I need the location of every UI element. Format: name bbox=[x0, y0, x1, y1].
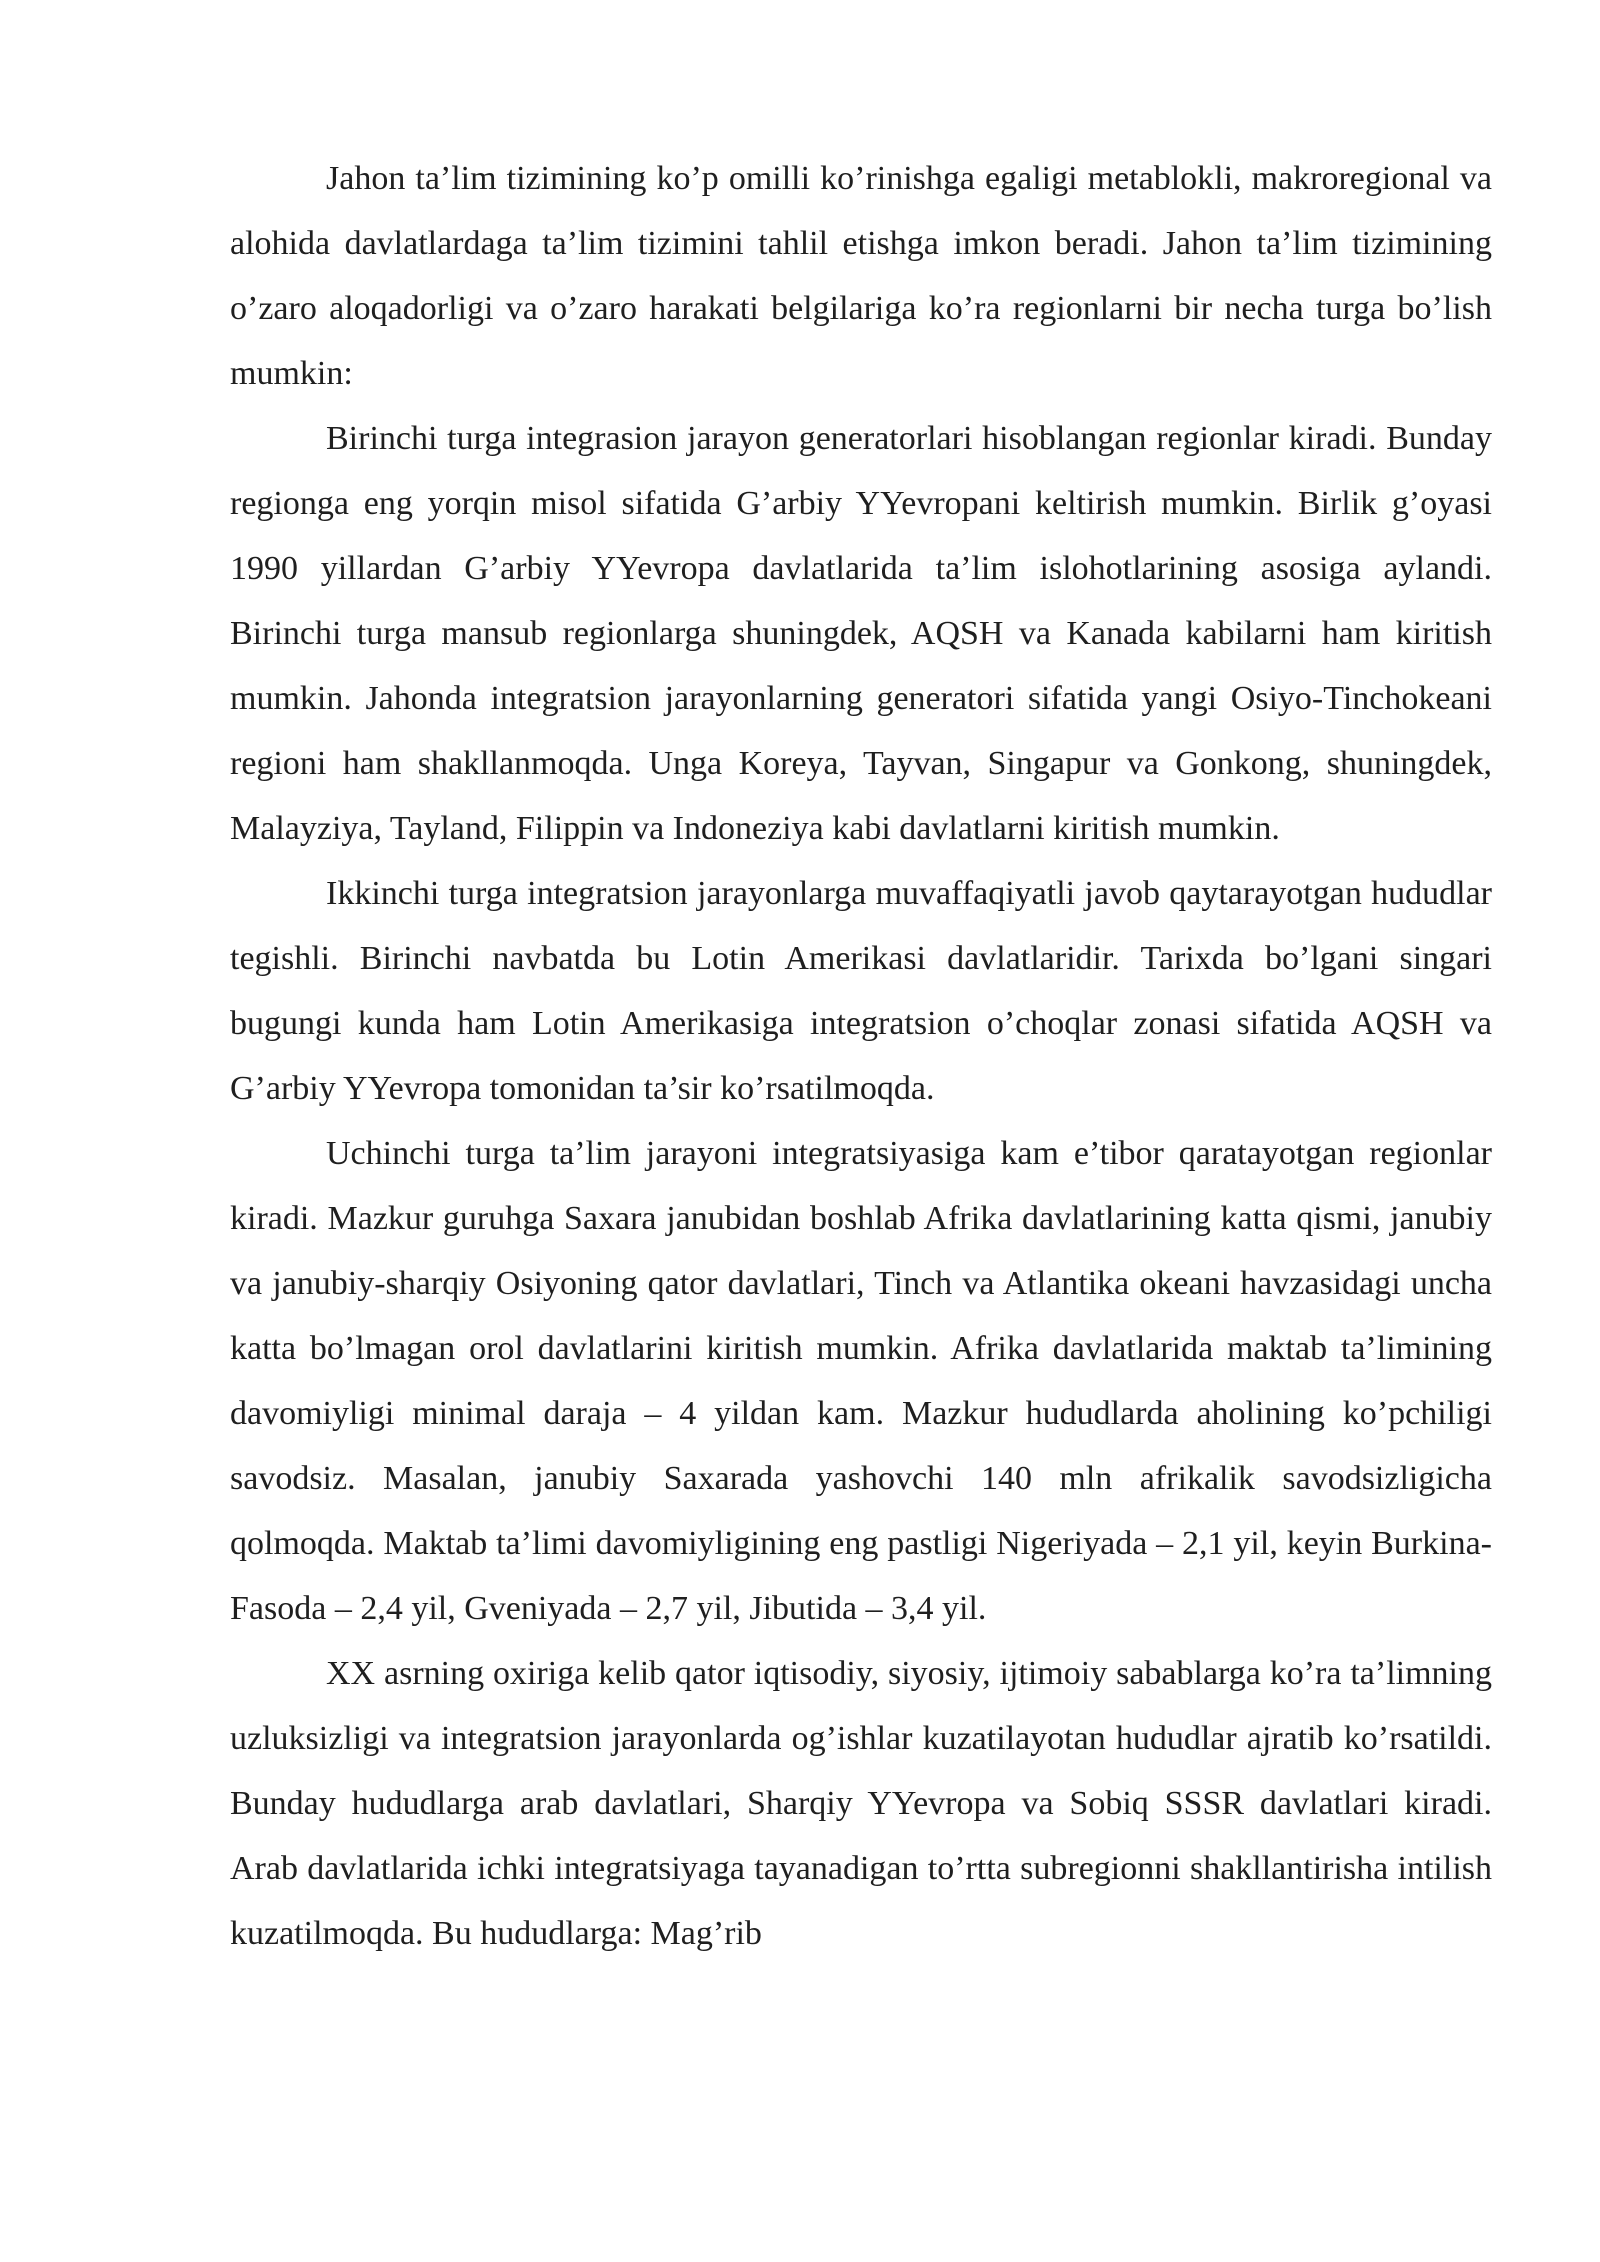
paragraph-5: XX asrning oxiriga kelib qator iqtisodiy, siyosiy, ijtimoiy sabablarga ko’ra ta’limning uzluksizligi va integratsion jarayonlarda og’ishlar kuzatilayotan hududlar ajratib ko’rsatildi. Bunday hududlarga arab davlatlari, Sharqiy YYevropa va Sobiq SSSR davlatlari kiradi. Arab davlatlarida ichki integratsiyaga tayanadigan to’rtta subregionni shakllantirisha intilish kuzatilmoqda. Bu hududlarga: Mag’rib bbox=[230, 1655, 1492, 1952]
paragraph-4: Uchinchi turga ta’lim jarayoni integratsiyasiga kam e’tibor qaratayotgan regionlar kiradi. Mazkur guruhga Saxara janubidan boshlab Afrika davlatlarining katta qismi, janubiy va janubiy-sharqiy Osiyoning qator davlatlari, Tinch va Atlantika okeani havzasidagi uncha katta bo’lmagan orol davlatlarini kiritish mumkin. Afrika davlatlarida maktab ta’limining davomiyligi minimal daraja – 4 yildan kam. Mazkur hududlarda aholining ko’pchiligi savodsiz. Masalan, janubiy Saxarada yashovchi 140 mln afrikalik savodsizligicha qolmoqda. Maktab ta’limi davomiyligining eng pastligi Nigeriyada – 2,1 yil, keyin Burkina-Fasoda – 2,4 yil, Gveniyada – 2,7 yil, Jibutida – 3,4 yil. bbox=[230, 1135, 1492, 1627]
paragraph-1: Jahon ta’lim tizimining ko’p omilli ko’rinishga egaligi metablokli, makroregional va alohida davlatlardaga ta’lim tizimini tahlil etishga imkon beradi. Jahon ta’lim tizimining o’zaro aloqadorligi va o’zaro harakati belgilariga ko’ra regionlarni bir necha turga bo’lish mumkin: bbox=[230, 160, 1492, 392]
document-body bbox=[230, 146, 1492, 1966]
paragraph-2: Birinchi turga integrasion jarayon generatorlari hisoblangan regionlar kiradi. Bunday regionga eng yorqin misol sifatida G’arbiy YYevropani keltirish mumkin. Birlik g’oyasi 1990 yillardan G’arbiy YYevropa davlatlarida ta’lim islohotlarining asosiga aylandi. Birinchi turga mansub regionlarga shuningdek, AQSH va Kanada kabilarni ham kiritish mumkin. Jahonda integratsion jarayonlarning generatori sifatida yangi Osiyo-Tinchokeani regioni ham shakllanmoqda. Unga Koreya, Tayvan, Singapur va Gonkong, shuningdek, Malayziya, Tayland, Filippin va Indoneziya kabi davlatlarni kiritish mumkin. bbox=[230, 420, 1492, 847]
paragraph-3: Ikkinchi turga integratsion jarayonlarga muvaffaqiyatli javob qaytarayotgan hududlar tegishli. Birinchi navbatda bu Lotin Amerikasi davlatlaridir. Tarixda bo’lgani singari bugungi kunda ham Lotin Amerikasiga integratsion o’choqlar zonasi sifatida AQSH va G’arbiy YYevropa tomonidan ta’sir ko’rsatilmoqda. bbox=[230, 875, 1492, 1107]
